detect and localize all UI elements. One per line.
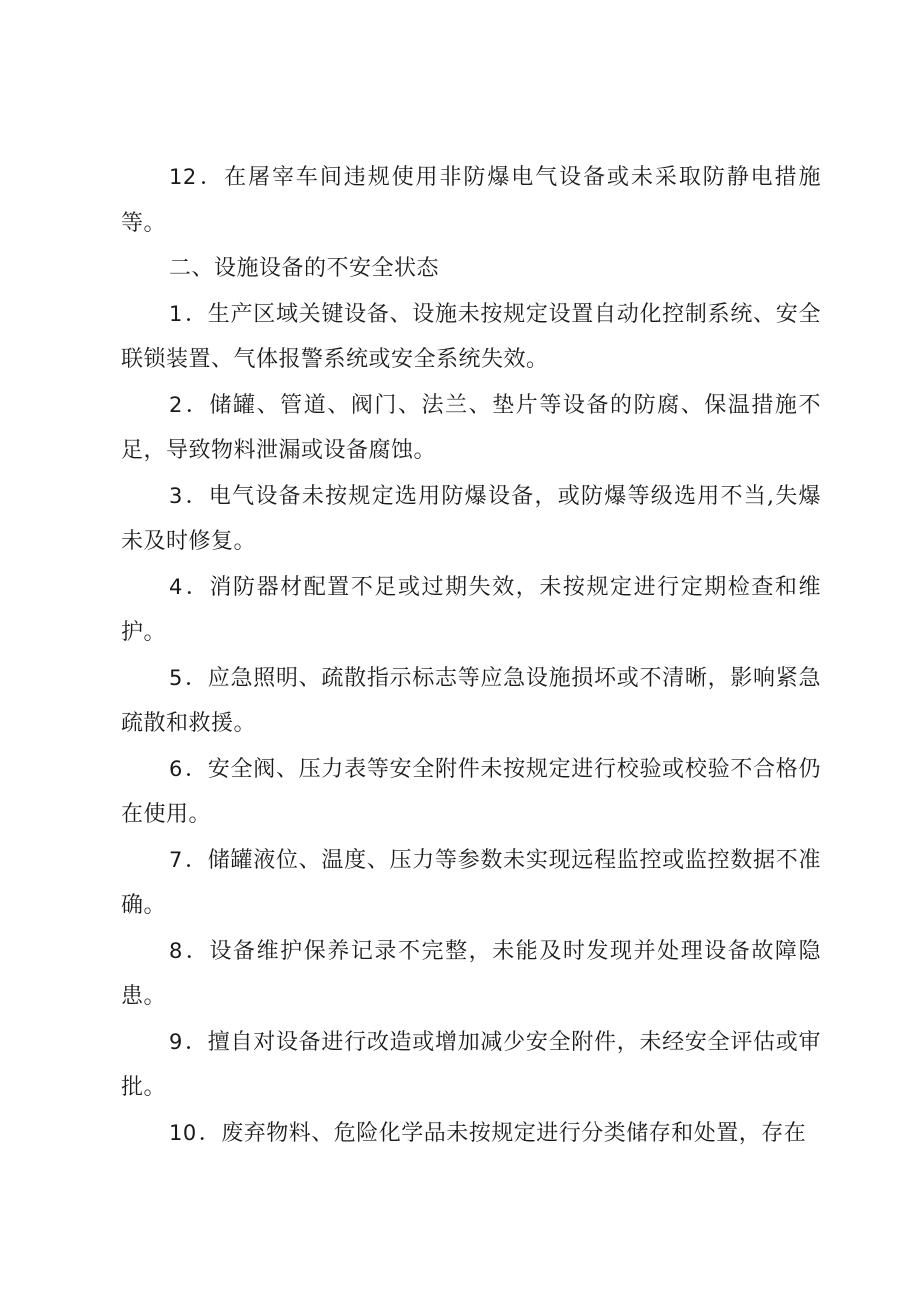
paragraph-item-12 [121, 155, 821, 246]
item-number: 9 [169, 1029, 183, 1054]
item-number: 2 [169, 392, 183, 417]
section-heading [121, 246, 821, 292]
paragraph-item-9 [121, 1020, 821, 1111]
item-text: ．擅自对设备进行改造或增加减少安全附件，未经安全评估或审批。 [121, 1029, 821, 1100]
item-number: 5 [169, 665, 183, 690]
item-text: ．生产区域关键设备、设施未按规定设置自动化控制系统、安全联锁装置、气体报警系统或安全系统失效。 [121, 301, 821, 372]
item-number: 4 [169, 574, 183, 599]
paragraph-item-7 [121, 838, 821, 929]
item-number: 1 [169, 301, 183, 326]
item-text: ．应急照明、疏散指示标志等应急设施损坏或不清晰，影响紧急疏散和救援。 [121, 665, 821, 736]
section-heading-text: 二、设施设备的不安全状态 [169, 256, 440, 281]
item-text: ．储罐液位、温度、压力等参数未实现远程监控或监控数据不准确。 [121, 847, 821, 918]
item-text: ．储罐、管道、阀门、法兰、垫片等设备的防腐、保温措施不足，导致物料泄漏或设备腐蚀。 [121, 392, 821, 463]
paragraph-item-3 [121, 474, 821, 565]
item-text: ．废弃物料、危险化学品未按规定进行分类储存和处置，存在 [198, 1120, 807, 1146]
paragraph-item-4 [121, 565, 821, 656]
item-number: 7 [169, 847, 183, 872]
paragraph-item-10 [121, 1111, 821, 1157]
paragraph-item-1 [121, 292, 821, 383]
item-number: 12 [169, 165, 197, 189]
paragraph-item-5 [121, 656, 821, 747]
item-number: 10 [169, 1120, 197, 1145]
item-number: 8 [169, 938, 183, 963]
item-text: ．设备维护保养记录不完整，未能及时发现并处理设备故障隐患。 [121, 938, 821, 1009]
item-text: ．在屠宰车间违规使用非防爆电气设备或未采取防静电措施等。 [121, 165, 821, 236]
document-body [121, 155, 821, 1156]
item-text: ．安全阀、压力表等安全附件未按规定进行校验或校验不合格仍在使用。 [121, 756, 821, 827]
paragraph-item-8 [121, 929, 821, 1020]
item-text: ．消防器材配置不足或过期失效，未按规定进行定期检查和维护。 [121, 574, 821, 645]
item-number: 6 [169, 756, 183, 781]
item-text: ．电气设备未按规定选用防爆设备，或防爆等级选用不当,失爆未及时修复。 [121, 483, 821, 554]
paragraph-item-6 [121, 747, 821, 838]
paragraph-item-2 [121, 383, 821, 474]
item-number: 3 [169, 483, 183, 508]
